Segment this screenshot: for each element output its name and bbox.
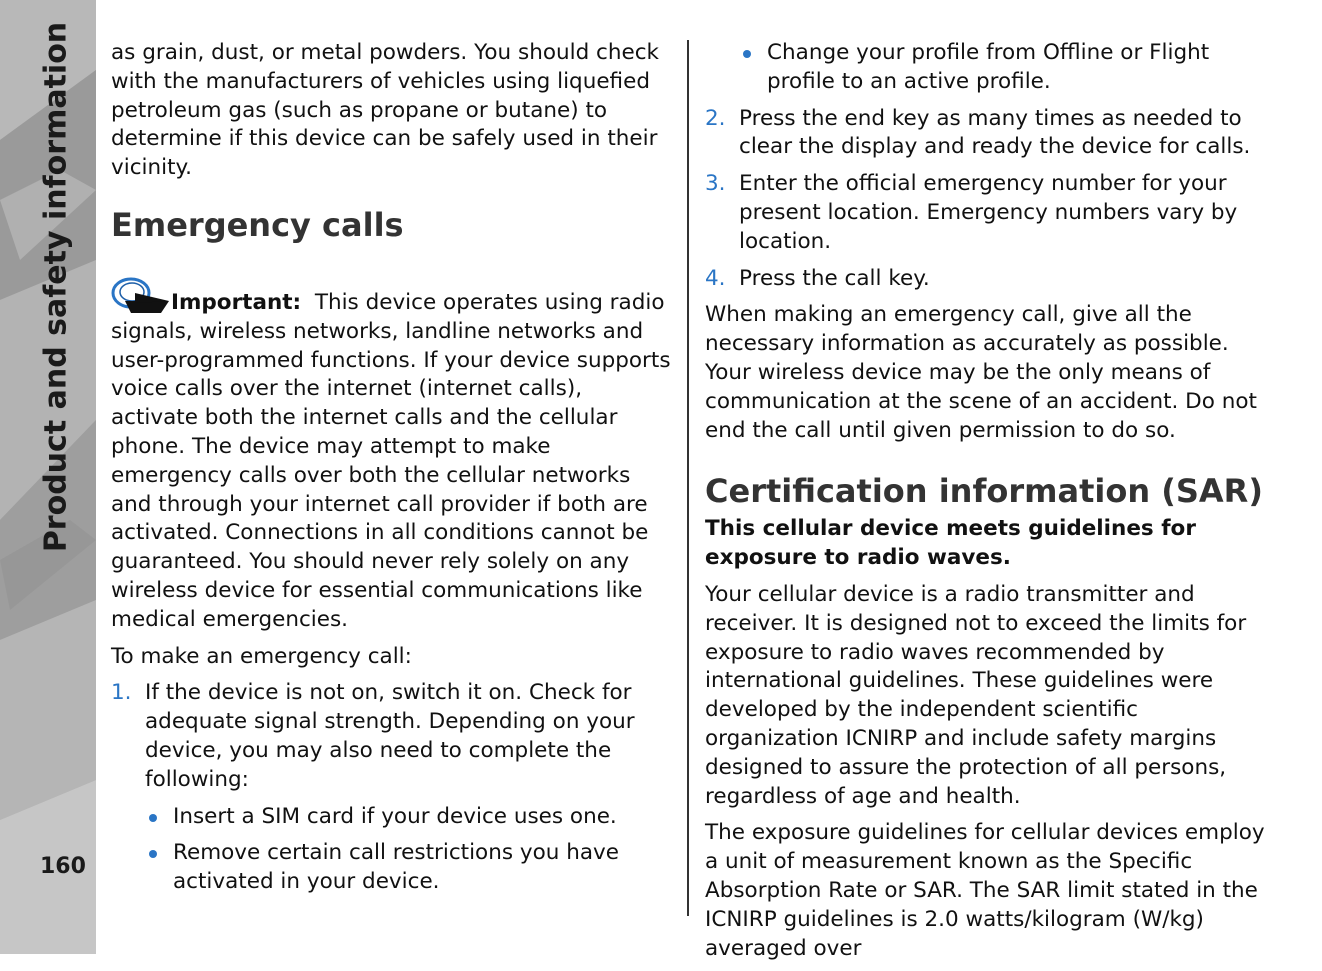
transmitter-paragraph: Your cellular device is a radio transmitter and receiver. It is designed not to exceed the limits for exposure to radio waves recommended by international guidelines. These guidelines were developed by the independent scientific organization ICNIRP and include safety margins designed to assure the protection of all persons, regardless of age and health. xyxy=(705,581,1247,809)
bullet-text: Insert a SIM card if your device uses one. xyxy=(173,803,617,829)
page-number: 160 xyxy=(40,854,86,879)
important-note-icon xyxy=(111,271,171,315)
bullet-text: Change your profile from Offline or Flight profile to an active profile. xyxy=(767,40,1210,94)
bullet-list-continued xyxy=(739,39,1267,97)
column-divider xyxy=(687,40,689,916)
step-number: 1. xyxy=(111,680,132,706)
steps-list-continued xyxy=(705,105,1267,294)
step-number: 3. xyxy=(705,171,726,197)
guidelines-statement: This cellular device meets guidelines for exposure to radio waves. xyxy=(705,516,1196,571)
sidebar xyxy=(0,0,96,954)
right-column xyxy=(705,39,1267,971)
step-item xyxy=(705,170,1267,256)
intro-paragraph: as grain, dust, or metal powders. You should check with the manufacturers of vehicles using liquefied petroleum gas (such as propane or butane) to determine if this device can be safely used in their vicinity. xyxy=(111,40,659,181)
step-item xyxy=(705,265,1267,294)
section-title: Product and safety information xyxy=(38,21,74,553)
bullet-item xyxy=(739,39,1267,97)
steps-list xyxy=(111,679,673,897)
step-text: Enter the official emergency number for your present location. Emergency numbers vary by location. xyxy=(739,171,1238,254)
howto-paragraph: To make an emergency call: xyxy=(111,643,412,669)
bullet-dot-icon xyxy=(149,850,157,858)
important-label: Important: xyxy=(171,289,302,315)
step-text: Press the call key. xyxy=(739,265,930,291)
bullet-text: Remove certain call restrictions you have activated in your device. xyxy=(173,840,619,895)
bullet-dot-icon xyxy=(743,50,751,58)
bullet-dot-icon xyxy=(149,814,157,822)
step-number: 2. xyxy=(705,105,726,131)
step-text: If the device is not on, switch it on. Check for adequate signal strength. Depending on your device, you may also need to complete the following: xyxy=(145,680,635,792)
bullet-item xyxy=(145,839,673,897)
bullet-list xyxy=(145,803,673,897)
important-text: This device operates using radio signals, wireless networks, landline networks and user-programmed functions. If your device supports voice calls over the internet (internet calls), activate both the internet calls and the cellular phone. The device may attempt to make emergency calls over both the cellular networks and through your internet call provider if both are activated. Connections in all conditions cannot be guaranteed. You should never rely solely on any wireless device for essential communications like medical emergencies. xyxy=(111,289,671,632)
step-item xyxy=(111,679,673,897)
important-note xyxy=(111,263,673,635)
emergency-calls-heading: Emergency calls xyxy=(111,205,404,244)
step-item xyxy=(705,105,1267,163)
sar-paragraph: The exposure guidelines for cellular devices employ a unit of measurement known as the Specific Absorption Rate or SAR. The SAR limit stated in the ICNIRP guidelines is 2.0 watts/kilogram (W/kg) averaged over xyxy=(705,820,1265,961)
certification-heading: Certification information (SAR) xyxy=(705,472,1263,511)
step-text: Press the end key as many times as needed to clear the display and ready the device for calls. xyxy=(739,105,1251,160)
bullet-item xyxy=(145,803,673,832)
step-number: 4. xyxy=(705,265,726,291)
emergency-info-paragraph: When making an emergency call, give all the necessary information as accurately as possible. Your wireless device may be the only means of communication at the scene of an accident. Do not end the call until given permission to do so. xyxy=(705,302,1257,443)
left-column xyxy=(111,39,673,905)
